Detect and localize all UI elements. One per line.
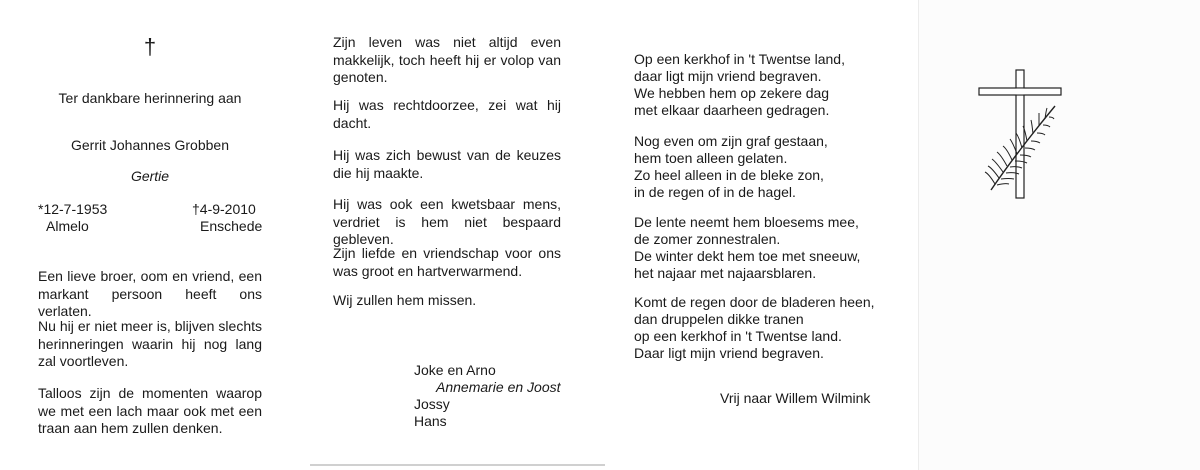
- poem-line: De winter dekt hem toe met sneeuw,: [634, 248, 861, 264]
- poem-line: met elkaar daarheen gedragen.: [634, 102, 830, 118]
- paragraph: Zijn liefde en vriendschap voor ons was groot en hartverwarmend.: [333, 245, 561, 279]
- signature: Annemarie en Joost: [436, 379, 561, 395]
- birth-date: *12-7-1953: [38, 201, 108, 217]
- death-date: †4-9-2010: [192, 201, 256, 217]
- card-panel-front: [0, 0, 300, 470]
- full-name: Gerrit Johannes Grobben: [71, 137, 229, 153]
- poem-line: Daar ligt mijn vriend begraven.: [634, 345, 824, 361]
- cross-with-palm-branch-icon: [969, 66, 1069, 206]
- intro-text: Ter dankbare herinnering aan: [58, 90, 242, 106]
- paragraph: Wij zullen hem missen.: [333, 292, 477, 308]
- birth-place: Almelo: [46, 218, 89, 234]
- poem-line: daar ligt mijn vriend begraven.: [634, 68, 822, 84]
- poem-line: We hebben hem op zekere dag: [634, 85, 830, 101]
- poem-line: De lente neemt hem bloesems mee,: [634, 214, 859, 230]
- poem-line: Nog even om zijn graf gestaan,: [634, 133, 828, 149]
- cross-symbol: †: [143, 34, 157, 59]
- poem-line: dan druppelen dikke tranen: [634, 311, 804, 327]
- signature: Hans: [414, 413, 447, 429]
- paragraph: Hij was ook een kwetsbaar mens, verdriet is hem niet bespaard gebleven.: [333, 196, 561, 247]
- poem-stanza: [634, 133, 828, 201]
- paragraph: Hij was rechtdoorzee, zei wat hij dacht.: [333, 97, 561, 131]
- death-place: Enschede: [200, 218, 263, 234]
- poem-stanza: [634, 294, 875, 362]
- poem-stanza: [634, 214, 860, 282]
- poem-line: Komt de regen door de bladeren heen,: [634, 294, 875, 310]
- paragraph: Hij was zich bewust van de keuzes die hij maakte.: [333, 147, 561, 181]
- signature: Jossy: [414, 396, 450, 412]
- card-panel-back: [918, 0, 1200, 470]
- paragraph: Nu hij er niet meer is, blijven slechts herinneringen waarin hij nog lang zal voortleven.: [38, 318, 262, 369]
- card-panel-poem: [610, 0, 910, 470]
- poem-line: Op een kerkhof in 't Twentse land,: [634, 51, 845, 67]
- nickname: Gertie: [130, 168, 170, 184]
- poem-line: in de regen of in de hagel.: [634, 184, 796, 200]
- poem-stanza: [634, 51, 845, 119]
- paragraph: Een lieve broer, oom en vriend, een markant persoon heeft ons verlaten.: [38, 268, 262, 319]
- poem-attribution: Vrij naar Willem Wilmink: [720, 390, 871, 406]
- paragraph: Talloos zijn de momenten waarop we met een lach maar ook met een traan aan hem zullen denken.: [38, 385, 262, 436]
- card-panel-inside-left: [310, 0, 605, 466]
- paragraph: Zijn leven was niet altijd even makkelijk, toch heeft hij er volop van genoten.: [333, 34, 561, 85]
- signature: Joke en Arno: [414, 362, 496, 378]
- poem-line: het najaar met najaarsblaren.: [634, 265, 817, 281]
- poem-line: de zomer zonnestralen.: [634, 231, 781, 247]
- poem-line: hem toen alleen gelaten.: [634, 150, 788, 166]
- poem-line: Zo heel alleen in de bleke zon,: [634, 167, 824, 183]
- poem-line: op een kerkhof in 't Twentse land.: [634, 328, 842, 344]
